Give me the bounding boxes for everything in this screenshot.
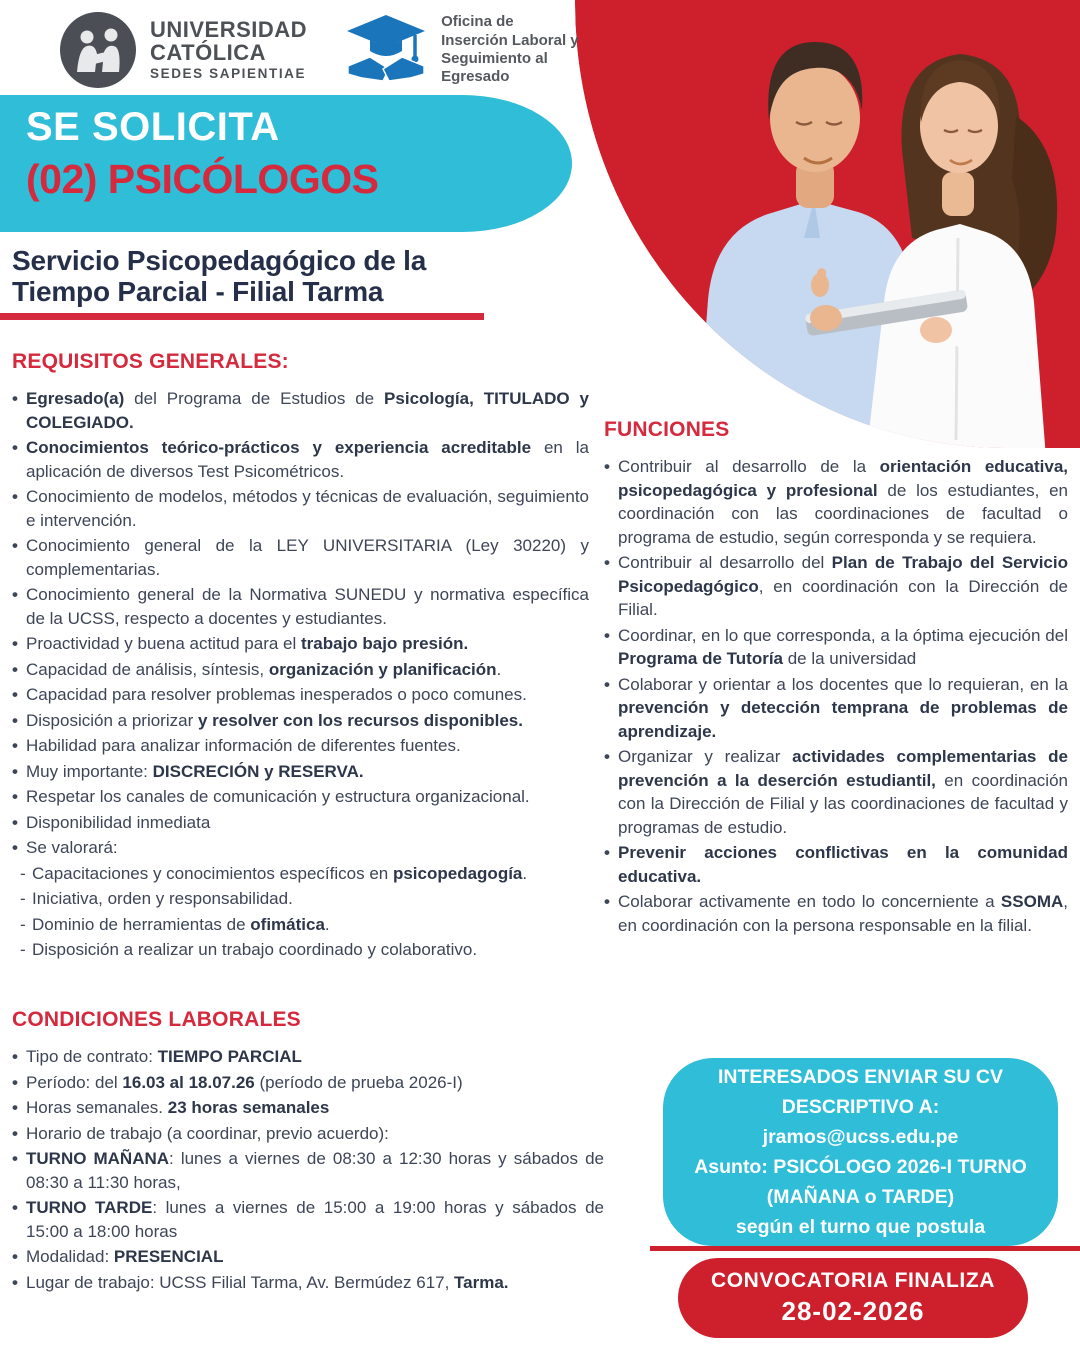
deadline-date: 28-02-2026 bbox=[781, 1296, 925, 1326]
cv-box-line: DESCRIPTIVO A: bbox=[781, 1096, 940, 1118]
graduation-cap-handshake-icon bbox=[343, 12, 429, 88]
university-name bbox=[150, 19, 307, 81]
university-line1: UNIVERSIDAD bbox=[150, 17, 308, 43]
deadline-box bbox=[678, 1258, 1028, 1338]
sub-list-item: - Iniciativa, orden y responsabilidad. bbox=[20, 889, 293, 908]
cv-box-line: Asunto: PSICÓLOGO 2026-I TURNO bbox=[694, 1156, 1027, 1178]
funciones-heading: FUNCIONES bbox=[604, 418, 730, 441]
sub-list-item: - Dominio de herramientas de ofimática. bbox=[20, 914, 330, 934]
list-item: • Respetar los canales de comunicación y estructura organizacional. bbox=[12, 787, 530, 806]
list-item: • Disponibilidad inmediata bbox=[12, 812, 211, 832]
list-item: • Muy importante: DISCRECIÓN y RESERVA. bbox=[12, 761, 364, 781]
office-line2: Inserción Laboral y bbox=[441, 31, 579, 49]
list-item: • Tipo de contrato: TIEMPO PARCIAL bbox=[12, 1047, 302, 1066]
list-item: • Conocimiento de modelos, métodos y técnicas de evaluación, seguimiento e intervención. bbox=[12, 487, 589, 530]
title-underline bbox=[0, 313, 484, 320]
list-item: • Modalidad: PRESENCIAL bbox=[12, 1247, 224, 1266]
section-requisitos bbox=[12, 350, 589, 964]
list-item: • Coordinar, en lo que corresponda, a la óptima ejecución del Programa de Tutoría de la universidad bbox=[604, 625, 1068, 668]
banner-title: (02) PSICÓLOGOS bbox=[26, 156, 379, 202]
cv-box-line: (MAÑANA o TARDE) bbox=[766, 1186, 955, 1208]
list-item: • Capacidad para resolver problemas inesperados o poco comunes. bbox=[12, 685, 527, 704]
position-line1: Servicio Psicopedagógico de la bbox=[12, 245, 427, 276]
list-item: • Colaborar y orientar a los docentes que lo requieran, en la prevención y detección temprana de problemas de aprendizaje. bbox=[604, 674, 1068, 741]
sub-list-item: - Capacitaciones y conocimientos específicos en psicopedagogía. bbox=[20, 863, 528, 883]
university-line2: CATÓLICA bbox=[150, 39, 267, 65]
list-item: • Colaborar activamente en todo lo concerniente a SSOMA, en coordinación con la persona responsable en la filial. bbox=[604, 892, 1068, 935]
ucss-logo bbox=[58, 10, 138, 90]
list-item: • Horario de trabajo (a coordinar, previo acuerdo): bbox=[12, 1123, 389, 1143]
funciones-list bbox=[604, 455, 1068, 937]
list-item: • Contribuir al desarrollo de la orientación educativa, psicopedagógica y profesional de los estudiantes, en coordinación con las coordinaciones de facultad o programa de estudio, según corresponda y se requiera. bbox=[604, 457, 1069, 547]
section-condiciones bbox=[12, 1008, 604, 1296]
section-funciones bbox=[604, 418, 1068, 939]
position-title bbox=[12, 245, 572, 308]
hero-photo-two-people-tablet bbox=[568, 0, 1080, 455]
list-item: • Disposición a priorizar y resolver con los recursos disponibles. bbox=[12, 710, 523, 730]
office-line4: Egresado bbox=[441, 68, 510, 86]
requisitos-heading: REQUISITOS GENERALES: bbox=[12, 350, 289, 373]
headline-banner bbox=[0, 95, 572, 232]
cv-contact-box bbox=[663, 1058, 1058, 1246]
university-line3: SEDES SAPIENTIAE bbox=[150, 66, 307, 82]
sub-list-item: - Disposición a realizar un trabajo coordinado y colaborativo. bbox=[20, 940, 478, 959]
list-item: • Egresado(a) del Programa de Estudios de Psicología, TITULADO y COLEGIADO. bbox=[12, 389, 589, 432]
decorative-red-line bbox=[650, 1246, 1080, 1251]
list-item: • Habilidad para analizar información de diferentes fuentes. bbox=[12, 736, 461, 755]
list-item: • Conocimiento general de la LEY UNIVERSITARIA (Ley 30220) y complementarias. bbox=[12, 536, 589, 579]
list-item: • Horas semanales. 23 horas semanales bbox=[12, 1098, 330, 1117]
requisitos-list bbox=[12, 387, 589, 962]
office-line1: Oficina de bbox=[441, 13, 514, 31]
list-item: • TURNO MAÑANA: lunes a viernes de 08:30 a 12:30 horas y sábados de 08:30 a 11:30 horas, bbox=[12, 1149, 604, 1192]
cv-box-line: según el turno que postula bbox=[735, 1216, 986, 1238]
list-item: • Conocimiento general de la Normativa SUNEDU y normativa específica de la UCSS, respecto a docentes y estudiantes. bbox=[12, 585, 589, 628]
condiciones-list bbox=[12, 1045, 604, 1294]
cv-box-line: INTERESADOS ENVIAR SU CV bbox=[718, 1066, 1003, 1088]
list-item: • Organizar y realizar actividades complementarias de prevención a la deserción estudiantil, en coordinación con la Dirección de Filial y las coordinaciones de facultad y programas de estudio. bbox=[604, 747, 1068, 837]
header bbox=[58, 10, 579, 90]
list-item: • Lugar de trabajo: UCSS Filial Tarma, Av. Bermúdez 617, Tarma. bbox=[12, 1272, 509, 1292]
ucss-logo-block bbox=[58, 10, 307, 90]
list-item: • Período: del 16.03 al 18.07.26 (período de prueba 2026-I) bbox=[12, 1072, 463, 1092]
banner-supertitle: SE SOLICITA bbox=[26, 105, 280, 149]
position-line2: Tiempo Parcial - Filial Tarma bbox=[12, 276, 384, 308]
office-logo-block bbox=[343, 12, 579, 88]
office-name bbox=[441, 13, 579, 86]
list-item: • TURNO TARDE: lunes a viernes de 15:00 a 19:00 horas y sábados de 15:00 a 18:00 horas bbox=[12, 1198, 604, 1241]
list-item: • Prevenir acciones conflictivas en la comunidad educativa. bbox=[604, 843, 1068, 886]
list-item: • Proactividad y buena actitud para el trabajo bajo presión. bbox=[12, 634, 469, 653]
list-item: • Contribuir al desarrollo del Plan de Trabajo del Servicio Psicopedagógico, en coordinación con la Dirección de Filial. bbox=[604, 553, 1068, 619]
office-line3: Seguimiento al bbox=[441, 50, 548, 67]
list-item: • Capacidad de análisis, síntesis, organización y planificación. bbox=[12, 659, 502, 679]
list-item: • Se valorará: bbox=[12, 838, 118, 857]
list-item: • Conocimientos teórico-prácticos y experiencia acreditable en la aplicación de diversos Test Psicométricos. bbox=[12, 438, 589, 481]
deadline-label: CONVOCATORIA FINALIZA bbox=[710, 1269, 996, 1292]
cv-box-line: jramos@ucss.edu.pe bbox=[762, 1126, 959, 1148]
condiciones-heading: CONDICIONES LABORALES bbox=[12, 1008, 301, 1031]
